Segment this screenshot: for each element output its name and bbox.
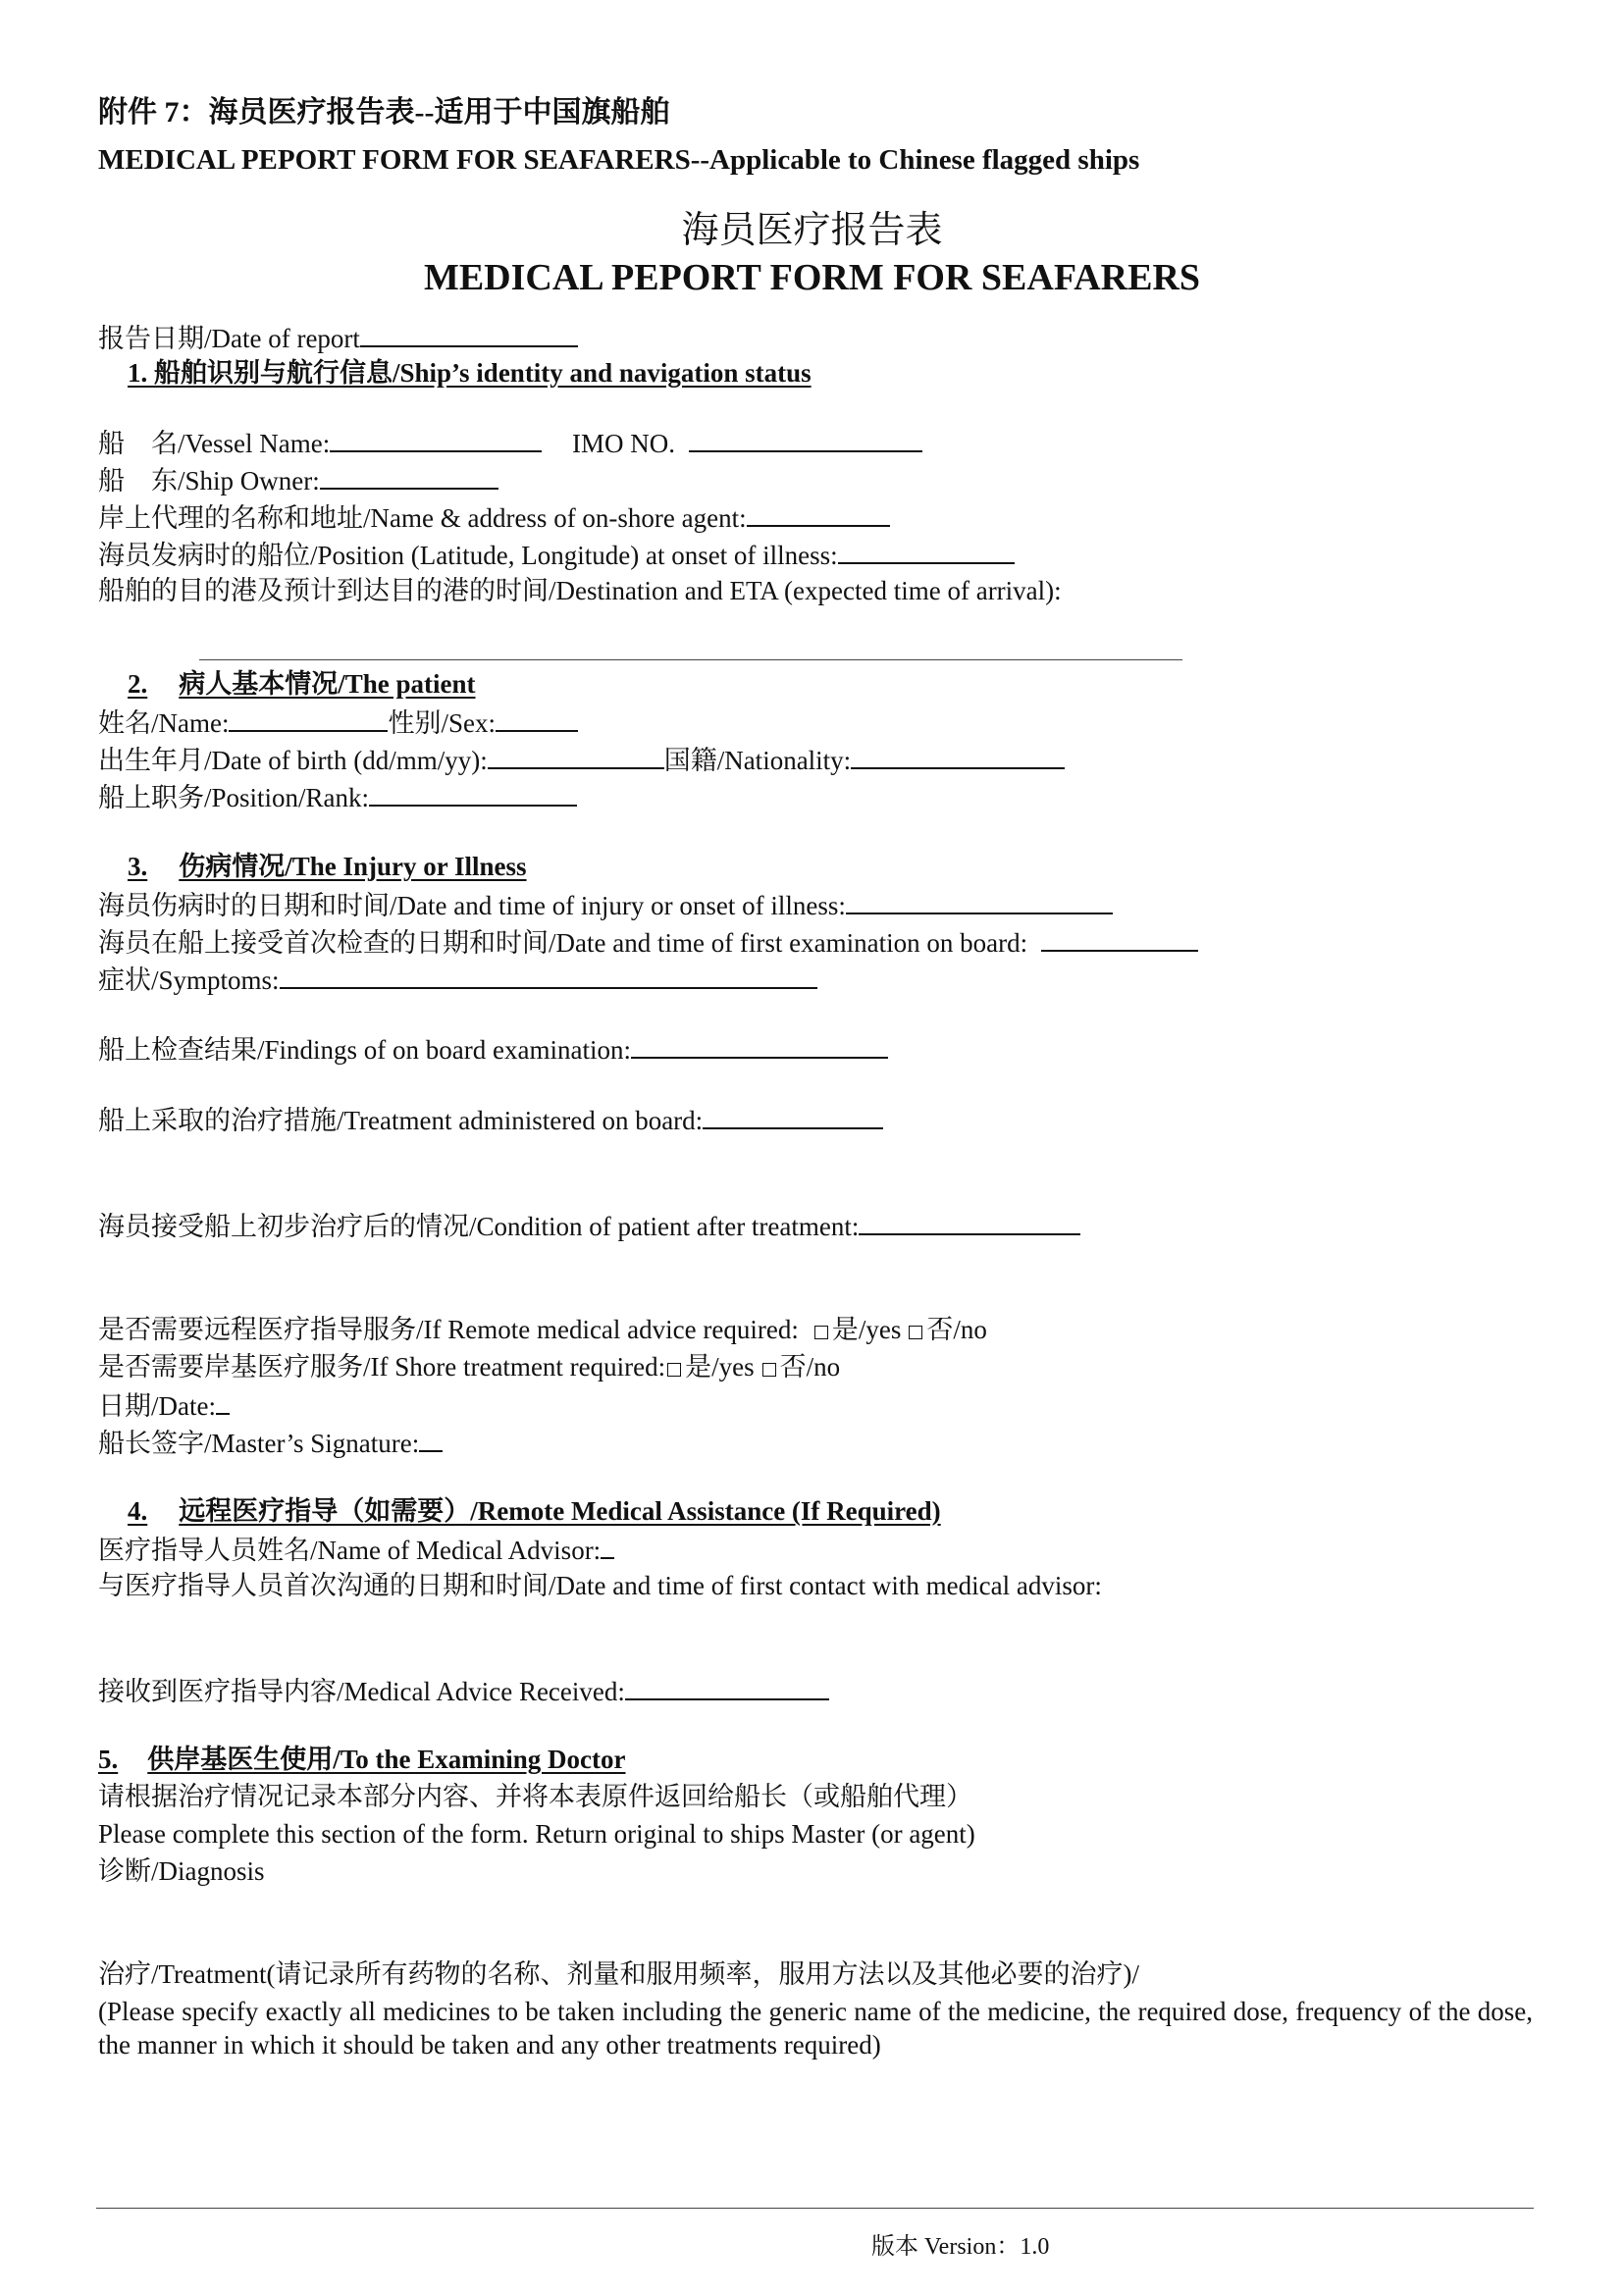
master-date-field[interactable]	[216, 1387, 230, 1415]
doctor-instruction-cn: 请根据治疗情况记录本部分内容、并将本表原件返回给船长（或船舶代理）	[98, 1782, 972, 1811]
ship-owner-field[interactable]	[320, 462, 498, 490]
condition-label: 海员接受船上初步治疗后的情况/Condition of patient after treatment:	[98, 1212, 860, 1241]
rank-field[interactable]	[369, 779, 577, 807]
dob-label: 出生年月/Date of birth (dd/mm/yy):	[98, 746, 488, 775]
shore-treatment-yes-label: 是/yes	[685, 1352, 755, 1382]
doctor-instruction-en: Please complete this section of the form. Return original to ships Master (or agent)	[98, 1819, 975, 1849]
section5-heading-row	[98, 1743, 626, 1776]
ship-owner-row	[98, 462, 498, 497]
exam-date-label: 海员在船上接受首次检查的日期和时间/Date and time of first examination on board:	[98, 928, 1028, 958]
advisor-name-row	[98, 1532, 614, 1567]
section4-number: 4.	[128, 1496, 148, 1526]
destination-field[interactable]	[199, 659, 1182, 660]
exam-date-row	[98, 924, 1198, 960]
section2-heading: 病人基本情况/The patient	[179, 669, 476, 699]
version-label: 版本 Version：1.0	[871, 2234, 1050, 2260]
agent-row	[98, 499, 890, 535]
footer-divider	[96, 2208, 1534, 2209]
section2-heading-row	[128, 667, 476, 701]
injury-date-label: 海员伤病时的日期和时间/Date and time of injury or onset of illness:	[98, 891, 846, 920]
section3-number: 3.	[128, 852, 148, 881]
shore-treatment-no-label: 否/no	[779, 1352, 841, 1382]
shore-treatment-label: 是否需要岸基医疗服务/If Shore treatment required:	[98, 1352, 666, 1382]
report-date-field[interactable]	[360, 320, 578, 347]
report-date-label: 报告日期/Date of report	[98, 324, 360, 353]
position-row	[98, 537, 1015, 572]
annex-title-cn: 附件 7：海员医疗报告表--适用于中国旗船舶	[98, 96, 670, 129]
nationality-label: 国籍/Nationality:	[663, 746, 852, 775]
advisor-name-label: 医疗指导人员姓名/Name of Medical Advisor:	[98, 1536, 602, 1565]
symptoms-field[interactable]	[280, 962, 817, 989]
vessel-name-field[interactable]	[330, 425, 542, 452]
advice-received-label: 接收到医疗指导内容/Medical Advice Received:	[98, 1677, 625, 1706]
section4-heading-row	[128, 1494, 941, 1528]
section3-heading: 伤病情况/The Injury or Illness	[179, 852, 527, 881]
vessel-name-label: 船 名/Vessel Name:	[98, 429, 331, 458]
form-title-en: MEDICAL PEPORT FORM FOR SEAFARERS	[423, 257, 1201, 298]
patient-sex-field[interactable]	[496, 704, 578, 732]
section5-heading: 供岸基医生使用/To the Examining Doctor	[147, 1745, 626, 1774]
agent-field[interactable]	[747, 499, 890, 527]
findings-label: 船上检查结果/Findings of on board examination:	[98, 1035, 631, 1065]
imo-label: IMO NO.	[572, 429, 675, 458]
master-signature-label: 船长签字/Master’s Signature:	[98, 1429, 420, 1458]
section2-number: 2.	[128, 669, 148, 699]
condition-row	[98, 1208, 1080, 1243]
remote-advice-label: 是否需要远程医疗指导服务/If Remote medical advice required:	[98, 1315, 799, 1344]
patient-name-sex-row	[98, 704, 578, 740]
imo-row	[572, 425, 922, 460]
shore-treatment-no-checkbox[interactable]	[762, 1363, 776, 1377]
shore-treatment-row	[98, 1350, 840, 1383]
dob-field[interactable]	[488, 742, 664, 769]
master-date-label: 日期/Date:	[98, 1391, 216, 1421]
imo-field[interactable]	[689, 425, 922, 452]
master-signature-field[interactable]	[419, 1425, 443, 1452]
shore-treatment-yes-checkbox[interactable]	[667, 1363, 681, 1377]
remote-advice-yes-checkbox[interactable]	[814, 1326, 828, 1339]
onboard-treatment-row	[98, 1102, 883, 1137]
onboard-treatment-field[interactable]	[703, 1102, 883, 1129]
advisor-name-field[interactable]	[601, 1532, 614, 1559]
onboard-treatment-label: 船上采取的治疗措施/Treatment administered on board:	[98, 1106, 704, 1135]
section4-heading: 远程医疗指导（如需要）/Remote Medical Assistance (If Required)	[179, 1496, 941, 1526]
section5-number: 5.	[98, 1745, 119, 1774]
master-date-row	[98, 1387, 230, 1423]
position-field[interactable]	[838, 537, 1015, 564]
advice-received-field[interactable]	[625, 1673, 829, 1700]
doctor-treatment-label-cn: 治疗/Treatment(请记录所有药物的名称、剂量和服用频率，服用方法以及其他必要的治疗)/	[98, 1959, 1139, 1989]
patient-sex-label: 性别/Sex:	[388, 708, 496, 738]
injury-date-field[interactable]	[846, 887, 1113, 914]
remote-advice-no-checkbox[interactable]	[909, 1326, 922, 1339]
advice-received-row	[98, 1673, 829, 1708]
rank-label: 船上职务/Position/Rank:	[98, 783, 370, 812]
remote-advice-no-label: 否/no	[926, 1315, 987, 1344]
exam-date-field[interactable]	[1041, 924, 1198, 952]
symptoms-row	[98, 962, 817, 997]
findings-row	[98, 1031, 888, 1067]
section3-heading-row	[128, 850, 527, 883]
symptoms-label: 症状/Symptoms:	[98, 965, 280, 995]
annex-title-en: MEDICAL PEPORT FORM FOR SEAFARERS--Applicable to Chinese flagged ships	[98, 144, 1140, 176]
first-contact-label: 与医疗指导人员首次沟通的日期和时间/Date and time of first contact with medical advisor:	[98, 1571, 1102, 1600]
doctor-treatment-label-en: (Please specify exactly all medicines to be taken including the generic name of the medicine, the required dose, frequency of the dose, the manner in which it should be taken and any other treatments required)	[98, 1997, 1533, 2060]
nationality-field[interactable]	[851, 742, 1065, 769]
injury-date-row	[98, 887, 1113, 922]
destination-label: 船舶的目的港及预计到达目的港的时间/Destination and ETA (expected time of arrival):	[98, 576, 1062, 605]
patient-name-field[interactable]	[229, 704, 388, 732]
findings-field[interactable]	[631, 1031, 888, 1059]
remote-advice-row	[98, 1313, 987, 1346]
report-date-row	[98, 320, 578, 355]
rank-row	[98, 779, 577, 814]
master-signature-row	[98, 1425, 443, 1460]
vessel-name-row	[98, 425, 542, 460]
position-label: 海员发病时的船位/Position (Latitude, Longitude) at onset of illness:	[98, 541, 838, 570]
diagnosis-label: 诊断/Diagnosis	[98, 1856, 265, 1886]
agent-label: 岸上代理的名称和地址/Name & address of on-shore agent:	[98, 503, 747, 533]
ship-owner-label: 船 东/Ship Owner:	[98, 466, 320, 496]
remote-advice-yes-label: 是/yes	[831, 1315, 902, 1344]
condition-field[interactable]	[859, 1208, 1080, 1235]
form-title-cn: 海员医疗报告表	[681, 210, 943, 251]
dob-nationality-row	[98, 742, 1065, 777]
section1-heading: 1. 船舶识别与航行信息/Ship’s identity and navigation status	[128, 358, 812, 388]
patient-name-label: 姓名/Name:	[98, 708, 230, 738]
